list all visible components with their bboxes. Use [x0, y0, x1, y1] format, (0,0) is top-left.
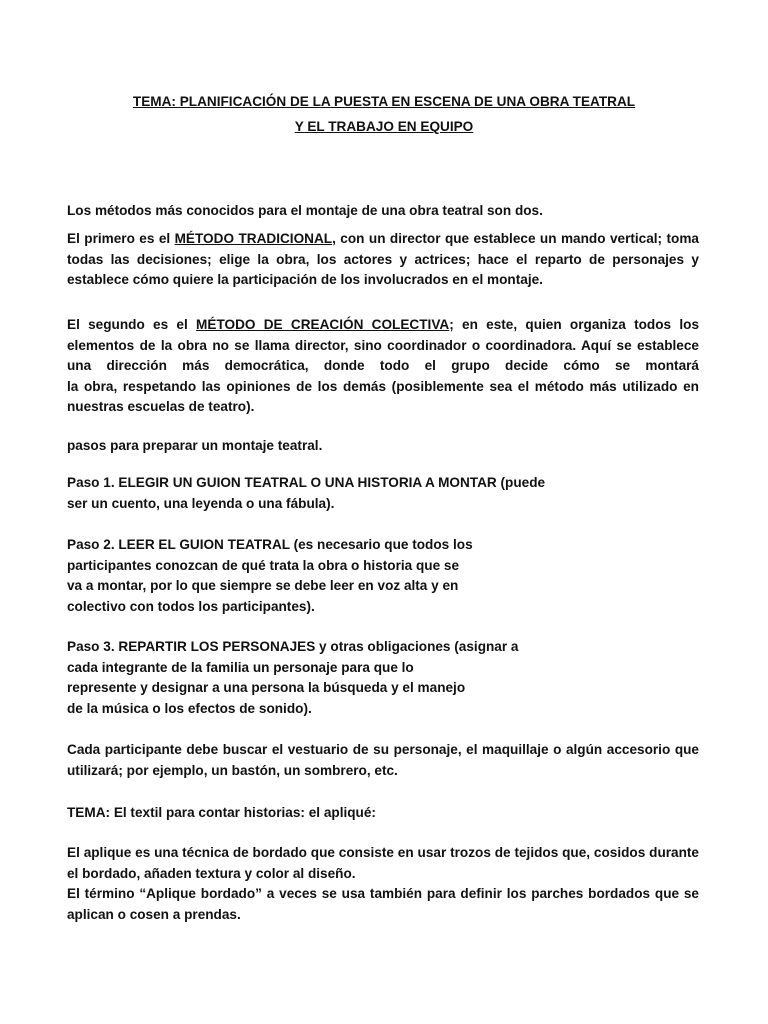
- step-3-paragraph: [67, 637, 699, 719]
- method-2-rest: la obra, respetando las opiniones de los demás (posiblemente sea el método más utilizado en nuestras escuelas de teatro).: [67, 378, 699, 414]
- step-3-line: Paso 3. REPARTIR LOS PERSONAJES y otras obligaciones (asignar a: [67, 639, 519, 654]
- method-2-lead: El segundo es el: [67, 317, 197, 332]
- method-1-text: , con un director que establece un mando vertical; toma todas las decisiones; elige la obra, los actores y actrices; hace el reparto de personajes y establece cómo quiere la participación de los involucrados en el montaje.: [67, 231, 699, 287]
- step-3-line: de la música o los efectos de sonido).: [67, 700, 312, 716]
- document-title-line-1: TEMA: PLANIFICACIÓN DE LA PUESTA EN ESCENA DE UNA OBRA TEATRAL: [132, 94, 636, 109]
- steps-intro: pasos para preparar un montaje teatral.: [67, 438, 323, 453]
- step-3-line: cada integrante de la familia un personaje para que lo: [67, 659, 414, 675]
- applique-paragraph-1: El aplique es una técnica de bordado que consiste en usar trozos de tejidos que, cosidos durante el bordado, añaden textura y color al diseño.: [67, 845, 699, 881]
- method-1-paragraph: [67, 229, 699, 291]
- method-2-text: ; en este, quien organiza todos los elementos de la obra no se llama director, sino coordinador o coordinadora. Aquí se establece una dirección más democrática, donde todo el grupo decide cómo se montará: [67, 317, 699, 373]
- method-2-term: MÉTODO DE CREACIÓN COLECTIVA: [196, 317, 450, 332]
- topic-2-heading: TEMA: El textil para contar historias: el apliqué:: [67, 805, 376, 820]
- step-2-line: Paso 2. LEER EL GUION TEATRAL (es necesario que todos los: [67, 537, 473, 552]
- step-1-paragraph: [67, 473, 699, 514]
- costume-paragraph: Cada participante debe buscar el vestuario de su personaje, el maquillaje o algún accesorio que utilizará; por ejemplo, un bastón, un sombrero, etc.: [67, 742, 699, 778]
- step-2-line: va a montar, por lo que siempre se debe leer en voz alta y en: [67, 578, 459, 593]
- method-2-main: [67, 315, 699, 377]
- applique-paragraph-2: El término “Aplique bordado” a veces se usa también para definir los parches bordados que se aplican o cosen a prendas.: [67, 886, 699, 922]
- document-title-line-2: Y EL TRABAJO EN EQUIPO: [294, 119, 474, 134]
- step-2-paragraph: [67, 535, 699, 617]
- step-2-line: colectivo con todos los participantes).: [67, 598, 315, 614]
- method-1-lead: El primero es el: [67, 231, 175, 246]
- step-2-line: participantes conozcan de qué trata la obra o historia que se: [67, 557, 460, 573]
- method-2-paragraph: [67, 315, 699, 418]
- step-3-line: represente y designar a una persona la búsqueda y el manejo: [67, 680, 466, 695]
- step-1-line: ser un cuento, una leyenda o una fábula).: [67, 495, 335, 511]
- method-1-term: MÉTODO TRADICIONAL: [174, 231, 333, 246]
- intro-paragraph: Los métodos más conocidos para el montaje de una obra teatral son dos.: [67, 203, 543, 218]
- step-1-line: Paso 1. ELEGIR UN GUION TEATRAL O UNA HISTORIA A MONTAR (puede: [67, 475, 546, 490]
